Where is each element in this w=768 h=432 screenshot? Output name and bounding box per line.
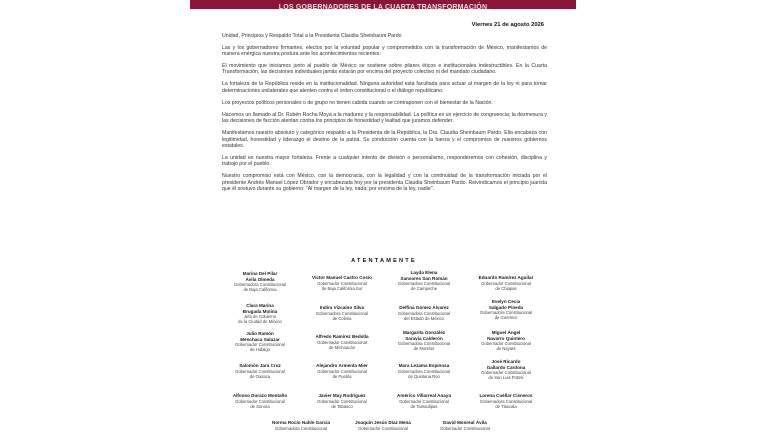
paragraph-projects: Los proyectos políticos personales o de grupo no tienen cabida cuando se contraponen con el bienestar de la Nación. xyxy=(222,99,493,106)
paragraph-intro: Las y los gobernadores firmantes, electos por la voluntad popular y comprometidos con la transformación de México, manifestamos de manera enérgica nuestra postura ante los acontecimientos recientes: xyxy=(222,44,547,57)
paragraph-call: Hacemos un llamado al Dr. Rubén Rocha Moya a la madurez y la responsabilidad. La política es un ejercicio de congruencia; la desmesura y las decisiones de facción atentan contra los principios de honestidad y lealtad que juramos defender. xyxy=(222,111,547,125)
signatory-role: Gobernadora Constitucional de Tlaxcala xyxy=(479,398,533,409)
signatory-role: Gobernador Constitucional de Oaxaca xyxy=(235,368,285,379)
signatory-role: Gobernadora Constitucional del Estado de México xyxy=(397,310,451,321)
signatory-name: José Ricardo Gallardo Cardona xyxy=(486,359,526,370)
signatory-name: Indira Vizcaíno Silva xyxy=(319,305,365,310)
paragraph-movement: El movimiento que iniciamos junto al pueblo de México se sostiene sobre pilares éticos e institucionales indestructibles. En la Cuarta Transformación, las decisiones individuales jamás estarán por encima del proyecto colectivo ni del mandato ciudadano. xyxy=(222,63,547,76)
signatory-name: Norma Rocío Nahle García xyxy=(272,420,330,425)
signatory-name: Américo Villarreal Anaya xyxy=(397,393,451,398)
signature-block xyxy=(458,299,554,320)
signatory-name: Alejandro Armenta Mier xyxy=(316,363,368,368)
signatory-name: Alfonso Durazo Montaño xyxy=(232,393,288,398)
document-date: Viernes 21 de agosto 2026 xyxy=(471,22,544,28)
signatory-role: Gobernador Constitucional de Tamaulipas xyxy=(399,398,449,409)
signatory-role: Gobernador Constitucional de Nayarit xyxy=(481,341,531,352)
signatory-name: Javier May Rodríguez xyxy=(318,393,366,398)
paragraph-institutions: La fortaleza de la República reside en la institucionalidad. Ninguna autoridad está facultada para actuar al margen de la ley ni para tomar determinaciones unilaterales que atenten contra el orden constitucional o el diálogo republicano. xyxy=(222,81,547,94)
signatory-name: Joaquín Jesús Díaz Mena xyxy=(355,420,411,425)
signatory-role: Gobernador Constitucional de San Luis Potosí xyxy=(481,370,531,381)
signatory-name: Margarita González Saravia Calderón xyxy=(402,330,446,341)
signatory-name: Víctor Manuel Castro Cosío xyxy=(312,275,372,280)
header-title: LOS GOBERNADORES DE LA CUARTA TRANSFORMACIÓN xyxy=(278,4,488,9)
signatory-role: Gobernadora Constitucional de Campeche xyxy=(397,281,451,292)
signatory-role: Gobernadora Constitucional de Baja California xyxy=(233,282,287,293)
signatory-role: Gobernador Constitucional de Sonora xyxy=(235,398,285,409)
signatory-name: David Monreal Ávila xyxy=(443,420,487,425)
signature-block xyxy=(417,420,513,431)
letter-subject: Unidad, Principios y Respaldo Total a la Presidenta Claudia Sheinbaum Pardo xyxy=(222,33,402,39)
signatory-role: Jefa de Gobierno de la Ciudad de México xyxy=(238,314,282,325)
closing-atentamente: ATENTAMENTE xyxy=(351,258,417,264)
paragraph-unity: La unidad es nuestra mayor fortaleza. Frente a cualquier intento de división o personalismo, responderemos con cohesión, disciplina y trabajo por el pueblo. xyxy=(222,155,547,168)
signatory-name: Evelyn Cecia Salgado Pineda xyxy=(488,299,524,310)
signatory-name: Layda Elena Sansores San Román xyxy=(400,270,448,281)
signature-block xyxy=(458,275,554,291)
signatory-role: Gobernador Constitucional de Puebla xyxy=(317,368,367,379)
signatory-role: Gobernador Constitucional de Chiapas xyxy=(481,280,531,291)
signatory-role: Gobernador Constitucional de Tabasco xyxy=(317,398,367,409)
signature-block xyxy=(458,330,554,351)
signatory-role: Gobernador Constitucional de Michoacán xyxy=(317,339,367,350)
signatory-name: Julio Ramón Menchaca Salazar xyxy=(240,331,280,342)
signatory-name: Salomón Jara Cruz xyxy=(239,363,281,368)
signatory-name: Eduardo Ramírez Aguilar xyxy=(478,275,534,280)
letter-body xyxy=(222,33,547,198)
signatory-role: Gobernador Constitucional xyxy=(440,425,490,431)
signatory-name: Miguel Ángel Navarro Quintero xyxy=(487,330,525,341)
signatory-name: Mara Lezama Espinosa xyxy=(398,363,450,368)
signatory-role: Gobernadora Constitucional xyxy=(274,425,328,431)
signatory-role: Gobernador Constitucional de Baja California Sur xyxy=(317,280,367,291)
signatory-name: Delfina Gómez Álvarez xyxy=(399,305,449,310)
signature-block xyxy=(458,393,554,409)
signatory-role: Gobernador Constitucional xyxy=(358,425,408,431)
signatory-role: Gobernadora Constitucional de Morelos xyxy=(397,341,451,352)
paragraph-support: Manifestamos nuestro absoluto y categórico respaldo a la Presidenta de la República, la Dra. Claudia Sheinbaum Pardo. Ella encabeza con legitimidad, honestidad y liderazgo el destino de la patria. Su conducción cuenta con la fuerza y el compromiso de nuestros gobiernos estatales. xyxy=(222,130,547,150)
signature-block xyxy=(458,359,554,380)
signatory-role: Gobernadora Constitucional de Guerrero xyxy=(479,310,533,321)
paragraph-commitment: Nuestro compromiso está con México, con la democracia, con la legalidad y con la continuidad de la transformación iniciada por el presidente Andrés Manuel López Obrador y encabezada hoy por la presidenta Claudia Sheinbaum Pardo. Reivindicamos el principio juarista que él sostuvo durante su gobierno: "Al margen de la ley, nada; por encima de la ley, nadie". xyxy=(222,173,547,193)
signatory-name: Marina Del Pilar Ávila Olmeda xyxy=(242,271,278,282)
signatory-role: Gobernadora Constitucional de Colima xyxy=(315,310,369,321)
signatory-role: Gobernador Constitucional de Hidalgo xyxy=(235,342,285,353)
signatory-role: Gobernadora Constitucional de Quintana Roo xyxy=(397,368,451,379)
signatory-name: Alfredo Ramírez Bedolla xyxy=(315,334,369,339)
signatory-name: Lorena Cuéllar Cisneros xyxy=(479,393,533,398)
signatory-name: Clara Marina Brugada Molina xyxy=(242,303,278,314)
header-banner xyxy=(190,0,576,9)
